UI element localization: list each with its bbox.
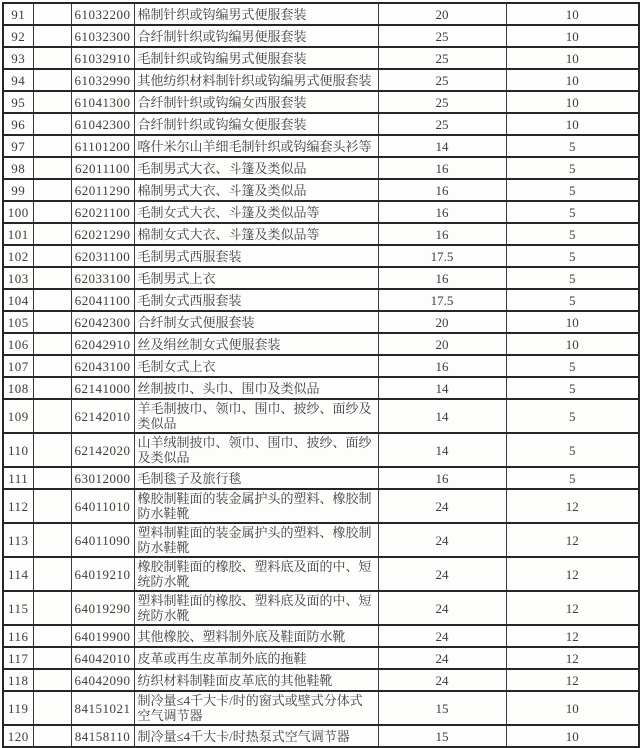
row-no-cell: 109: [3, 399, 33, 433]
table-row: [3, 433, 639, 467]
table-row: [3, 69, 639, 91]
description-cell: 皮革或再生皮革制外底的拖鞋: [134, 647, 378, 669]
description-cell: 棉制针织或钩编男式便服套装: [134, 3, 378, 25]
blank-cell: [33, 179, 71, 201]
hs-code-cell: 61032910: [71, 47, 134, 69]
rate1-cell: 25: [378, 91, 506, 113]
table-row: [3, 113, 639, 135]
rate2-cell: 5: [506, 399, 639, 433]
row-no-cell: 91: [3, 3, 33, 25]
rate1-cell: 15: [378, 691, 506, 725]
rate2-cell: 10: [506, 47, 639, 69]
blank-cell: [33, 201, 71, 223]
blank-cell: [33, 625, 71, 647]
rate2-cell: 5: [506, 355, 639, 377]
table-row: [3, 467, 639, 489]
blank-cell: [33, 267, 71, 289]
blank-cell: [33, 289, 71, 311]
description-cell: 毛制男式上衣: [134, 267, 378, 289]
description-cell: 丝及绢丝制女式便服套装: [134, 333, 378, 355]
row-no-cell: 98: [3, 157, 33, 179]
blank-cell: [33, 647, 71, 669]
rate2-cell: 10: [506, 3, 639, 25]
blank-cell: [33, 3, 71, 25]
blank-cell: [33, 591, 71, 625]
row-no-cell: 106: [3, 333, 33, 355]
row-no-cell: 100: [3, 201, 33, 223]
row-no-cell: 92: [3, 25, 33, 47]
rate2-cell: 12: [506, 523, 639, 557]
rate1-cell: 25: [378, 47, 506, 69]
blank-cell: [33, 669, 71, 691]
rate1-cell: 16: [378, 157, 506, 179]
hs-code-cell: 61032300: [71, 25, 134, 47]
rate2-cell: 12: [506, 557, 639, 591]
blank-cell: [33, 91, 71, 113]
blank-cell: [33, 489, 71, 523]
table-row: [3, 691, 639, 725]
hs-code-cell: 62031100: [71, 245, 134, 267]
description-cell: 毛制男式西服套装: [134, 245, 378, 267]
rate1-cell: 16: [378, 267, 506, 289]
description-cell: 制冷量≤4千大卡/时的窗式或壁式分体式空气调节器: [134, 691, 378, 725]
hs-code-cell: 84158110: [71, 725, 134, 747]
blank-cell: [33, 691, 71, 725]
rate2-cell: 5: [506, 289, 639, 311]
row-no-cell: 107: [3, 355, 33, 377]
hs-code-cell: 62011290: [71, 179, 134, 201]
table-row: [3, 311, 639, 333]
hs-code-cell: 62021100: [71, 201, 134, 223]
description-cell: 制冷量≤4千大卡/时热泵式空气调节器: [134, 725, 378, 747]
blank-cell: [33, 69, 71, 91]
rate1-cell: 16: [378, 467, 506, 489]
hs-code-cell: 62142010: [71, 399, 134, 433]
row-no-cell: 118: [3, 669, 33, 691]
table-row: [3, 157, 639, 179]
rate2-cell: 10: [506, 691, 639, 725]
blank-cell: [33, 557, 71, 591]
row-no-cell: 95: [3, 91, 33, 113]
row-no-cell: 101: [3, 223, 33, 245]
hs-code-cell: 62041100: [71, 289, 134, 311]
hs-code-cell: 64019900: [71, 625, 134, 647]
blank-cell: [33, 25, 71, 47]
blank-cell: [33, 399, 71, 433]
description-cell: 毛制针织或钩编男式便服套装: [134, 47, 378, 69]
table-row: [3, 399, 639, 433]
row-no-cell: 112: [3, 489, 33, 523]
blank-cell: [33, 223, 71, 245]
description-cell: 其他橡胶、塑料制外底及鞋面防水靴: [134, 625, 378, 647]
rate1-cell: 24: [378, 489, 506, 523]
hs-code-cell: 62042300: [71, 311, 134, 333]
blank-cell: [33, 377, 71, 399]
table-row: [3, 647, 639, 669]
table-row: [3, 591, 639, 625]
row-no-cell: 105: [3, 311, 33, 333]
blank-cell: [33, 523, 71, 557]
rate2-cell: 10: [506, 333, 639, 355]
description-cell: 塑料制鞋面的橡胶、塑料底及面的中、短统防水靴: [134, 591, 378, 625]
row-no-cell: 114: [3, 557, 33, 591]
description-cell: 合纤制针织或钩编女西服套装: [134, 91, 378, 113]
row-no-cell: 120: [3, 725, 33, 747]
table-row: [3, 201, 639, 223]
table-row: [3, 135, 639, 157]
description-cell: 纺织材料制鞋面皮革底的其他鞋靴: [134, 669, 378, 691]
hs-code-cell: 62033100: [71, 267, 134, 289]
description-cell: 羊毛制披巾、领巾、围巾、披纱、面纱及类似品: [134, 399, 378, 433]
description-cell: 其他纺织材料制针织或钩编男式便服套装: [134, 69, 378, 91]
description-cell: 合纤制针织或钩编女便服套装: [134, 113, 378, 135]
table-row: [3, 489, 639, 523]
hs-code-cell: 61032990: [71, 69, 134, 91]
table-row: [3, 3, 639, 25]
table-row: [3, 669, 639, 691]
table-row: [3, 333, 639, 355]
hs-code-cell: 64019290: [71, 591, 134, 625]
row-no-cell: 115: [3, 591, 33, 625]
description-cell: 山羊绒制披巾、领巾、围巾、披纱、面纱及类似品: [134, 433, 378, 467]
row-no-cell: 102: [3, 245, 33, 267]
description-cell: 棉制女式大衣、斗篷及类似品等: [134, 223, 378, 245]
row-no-cell: 93: [3, 47, 33, 69]
rate2-cell: 10: [506, 25, 639, 47]
rate2-cell: 10: [506, 113, 639, 135]
row-no-cell: 116: [3, 625, 33, 647]
row-no-cell: 119: [3, 691, 33, 725]
hs-code-cell: 62043100: [71, 355, 134, 377]
rate2-cell: 5: [506, 467, 639, 489]
table-row: [3, 245, 639, 267]
blank-cell: [33, 433, 71, 467]
row-no-cell: 103: [3, 267, 33, 289]
description-cell: 塑料制鞋面的装金属护头的塑料、橡胶制防水鞋靴: [134, 523, 378, 557]
hs-code-cell: 64042090: [71, 669, 134, 691]
hs-code-cell: 62042910: [71, 333, 134, 355]
table-row: [3, 47, 639, 69]
hs-code-cell: 62021290: [71, 223, 134, 245]
hs-code-cell: 61042300: [71, 113, 134, 135]
description-cell: 毛制女式大衣、斗篷及类似品等: [134, 201, 378, 223]
rate1-cell: 20: [378, 3, 506, 25]
description-cell: 毛制女式西服套装: [134, 289, 378, 311]
rate2-cell: 10: [506, 69, 639, 91]
rate1-cell: 24: [378, 523, 506, 557]
blank-cell: [33, 355, 71, 377]
table-row: [3, 725, 639, 747]
rate1-cell: 24: [378, 669, 506, 691]
hs-code-cell: 62141000: [71, 377, 134, 399]
blank-cell: [33, 113, 71, 135]
rate1-cell: 14: [378, 135, 506, 157]
rate2-cell: 12: [506, 669, 639, 691]
rate2-cell: 5: [506, 223, 639, 245]
blank-cell: [33, 47, 71, 69]
rate2-cell: 10: [506, 311, 639, 333]
description-cell: 橡胶制鞋面的装金属护头的塑料、橡胶制防水鞋靴: [134, 489, 378, 523]
hs-code-cell: 61041300: [71, 91, 134, 113]
hs-code-cell: 64042010: [71, 647, 134, 669]
row-no-cell: 111: [3, 467, 33, 489]
blank-cell: [33, 135, 71, 157]
rate1-cell: 16: [378, 223, 506, 245]
rate2-cell: 5: [506, 201, 639, 223]
rate2-cell: 5: [506, 245, 639, 267]
rate2-cell: 12: [506, 625, 639, 647]
rate2-cell: 5: [506, 377, 639, 399]
rate1-cell: 17.5: [378, 245, 506, 267]
row-no-cell: 110: [3, 433, 33, 467]
blank-cell: [33, 467, 71, 489]
hs-code-cell: 84151021: [71, 691, 134, 725]
rate1-cell: 15: [378, 725, 506, 747]
table-row: [3, 179, 639, 201]
rate1-cell: 25: [378, 113, 506, 135]
rate1-cell: 14: [378, 433, 506, 467]
rate1-cell: 24: [378, 591, 506, 625]
rate1-cell: 16: [378, 201, 506, 223]
rate2-cell: 5: [506, 179, 639, 201]
row-no-cell: 96: [3, 113, 33, 135]
blank-cell: [33, 725, 71, 747]
hs-code-cell: 61101200: [71, 135, 134, 157]
table-row: [3, 267, 639, 289]
rate2-cell: 10: [506, 725, 639, 747]
row-no-cell: 113: [3, 523, 33, 557]
hs-code-cell: 63012000: [71, 467, 134, 489]
hs-code-cell: 64011090: [71, 523, 134, 557]
rate1-cell: 24: [378, 647, 506, 669]
description-cell: 毛制毯子及旅行毯: [134, 467, 378, 489]
rate2-cell: 12: [506, 647, 639, 669]
rate1-cell: 20: [378, 311, 506, 333]
rate1-cell: 14: [378, 399, 506, 433]
row-no-cell: 108: [3, 377, 33, 399]
hs-code-cell: 64011010: [71, 489, 134, 523]
table-row: [3, 25, 639, 47]
description-cell: 喀什米尔山羊细毛制针织或钩编套头衫等: [134, 135, 378, 157]
rate1-cell: 16: [378, 179, 506, 201]
tariff-table-body: [3, 3, 639, 747]
description-cell: 棉制男式大衣、斗篷及类似品: [134, 179, 378, 201]
table-row: [3, 557, 639, 591]
table-row: [3, 523, 639, 557]
table-row: [3, 625, 639, 647]
description-cell: 橡胶制鞋面的橡胶、塑料底及面的中、短统防水靴: [134, 557, 378, 591]
tariff-table: [2, 2, 640, 748]
rate1-cell: 20: [378, 333, 506, 355]
row-no-cell: 94: [3, 69, 33, 91]
rate1-cell: 25: [378, 69, 506, 91]
rate1-cell: 16: [378, 355, 506, 377]
blank-cell: [33, 333, 71, 355]
blank-cell: [33, 245, 71, 267]
blank-cell: [33, 157, 71, 179]
description-cell: 合纤制女式便服套装: [134, 311, 378, 333]
rate2-cell: 5: [506, 433, 639, 467]
description-cell: 毛制女式上衣: [134, 355, 378, 377]
hs-code-cell: 62011100: [71, 157, 134, 179]
hs-code-cell: 61032200: [71, 3, 134, 25]
rate1-cell: 24: [378, 625, 506, 647]
table-row: [3, 91, 639, 113]
table-row: [3, 377, 639, 399]
rate1-cell: 25: [378, 25, 506, 47]
row-no-cell: 117: [3, 647, 33, 669]
rate2-cell: 12: [506, 489, 639, 523]
hs-code-cell: 64019210: [71, 557, 134, 591]
description-cell: 丝制披巾、头巾、围巾及类似品: [134, 377, 378, 399]
blank-cell: [33, 311, 71, 333]
rate2-cell: 5: [506, 267, 639, 289]
table-row: [3, 223, 639, 245]
rate2-cell: 12: [506, 591, 639, 625]
rate2-cell: 5: [506, 135, 639, 157]
description-cell: 毛制男式大衣、斗篷及类似品: [134, 157, 378, 179]
row-no-cell: 97: [3, 135, 33, 157]
row-no-cell: 99: [3, 179, 33, 201]
rate2-cell: 5: [506, 157, 639, 179]
row-no-cell: 104: [3, 289, 33, 311]
description-cell: 合纤制针织或钩编男便服套装: [134, 25, 378, 47]
table-row: [3, 289, 639, 311]
table-row: [3, 355, 639, 377]
hs-code-cell: 62142020: [71, 433, 134, 467]
rate2-cell: 10: [506, 91, 639, 113]
rate1-cell: 24: [378, 557, 506, 591]
rate1-cell: 14: [378, 377, 506, 399]
rate1-cell: 17.5: [378, 289, 506, 311]
